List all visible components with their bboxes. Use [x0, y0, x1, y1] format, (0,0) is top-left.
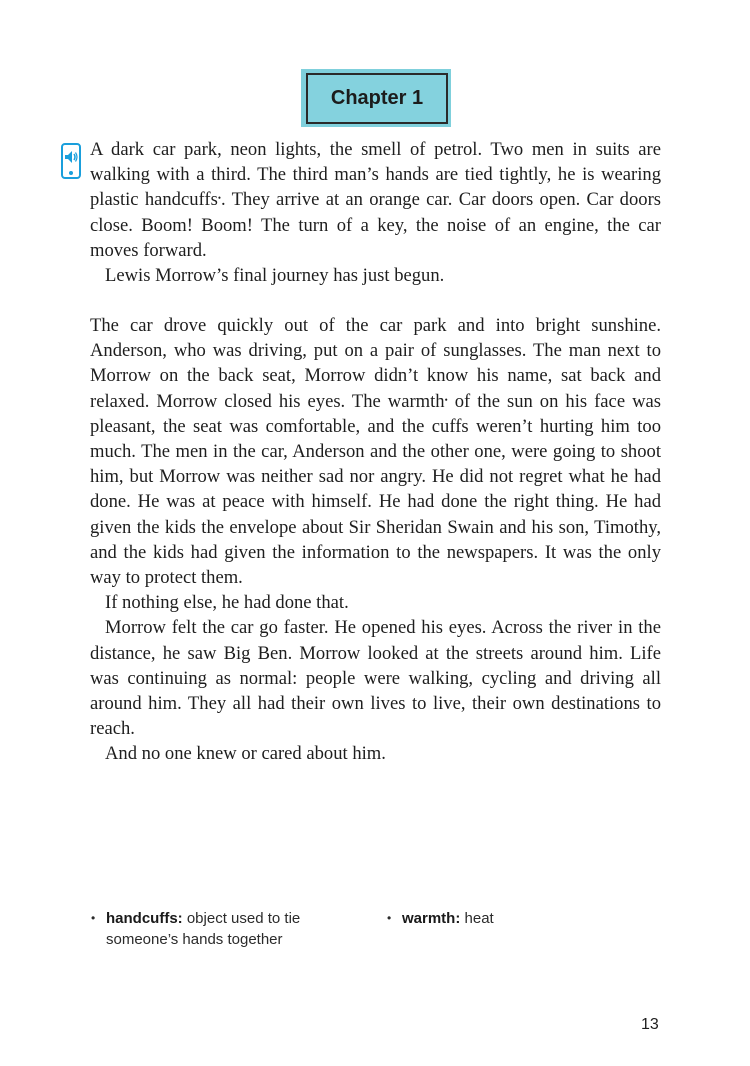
glossary-definition: object used to tie someone’s hands together — [106, 910, 301, 948]
bullet-icon: • — [91, 911, 96, 925]
story-paragraph-2: If nothing else, he had done that. — [105, 592, 349, 614]
story-paragraph-4: And no one knew or cared about him. — [105, 743, 386, 765]
chapter-title: Chapter 1 — [306, 73, 448, 124]
audio-speaker-phone-icon[interactable] — [61, 143, 81, 179]
page-number: 13 — [641, 1016, 659, 1033]
story-paragraph-3: Morrow felt the car go faster. He opened his eyes. Across the river in the distance, he saw Big Ben. Morrow looked at the streets around him. Life was continuing as normal: people were walking, cycling and driving all around him. They all had their own lives to live, their own destinations to reach. — [90, 617, 661, 740]
intro-paragraph-2: Lewis Morrow’s final journey has just begun. — [105, 265, 445, 287]
bullet-icon: • — [387, 911, 392, 925]
glossary-term: handcuffs: — [106, 910, 183, 927]
intro-paragraph-1: A dark car park, neon lights, the smell of petrol. Two men in suits are walking with a third. The third man’s hands are tied tightly, he is wearing plastic handcuffs•. They arrive at an orange car. Car doors open. Car doors close. Boom! Boom! The turn of a key, the noise of an engine, the car moves forward. — [90, 139, 662, 261]
glossary-item — [91, 908, 336, 950]
story-section — [90, 313, 661, 767]
intro-section — [90, 137, 661, 288]
glossary-marker: • — [444, 394, 448, 405]
phone-button-dot — [69, 171, 73, 175]
glossary-item — [387, 908, 602, 929]
story-paragraph-1: The car drove quickly out of the car park and into bright sunshine. Anderson, who was driving, put on a pair of sunglasses. The man next to Morrow on the back seat, Morrow didn’t know his name, sat back and relaxed. Morrow closed his eyes. The warmth• of the sun on his face was pleasant, the seat was comfortable, and the cuffs weren’t hurting him too much. The men in the car, Anderson and the other one, were going to shoot him, but Morrow was neither sad nor angry. He did not regret what he had done. He was at peace with himself. He had done the right thing. He had given the kids the envelope about Sir Sheridan Swain and his son, Timothy, and the kids had given the information to the newspapers. It was the only way to protect them. — [90, 315, 661, 589]
glossary-marker: • — [217, 193, 221, 204]
glossary-term: warmth: — [402, 910, 461, 927]
chapter-heading-box — [301, 69, 451, 127]
glossary-definition: heat — [464, 910, 494, 927]
